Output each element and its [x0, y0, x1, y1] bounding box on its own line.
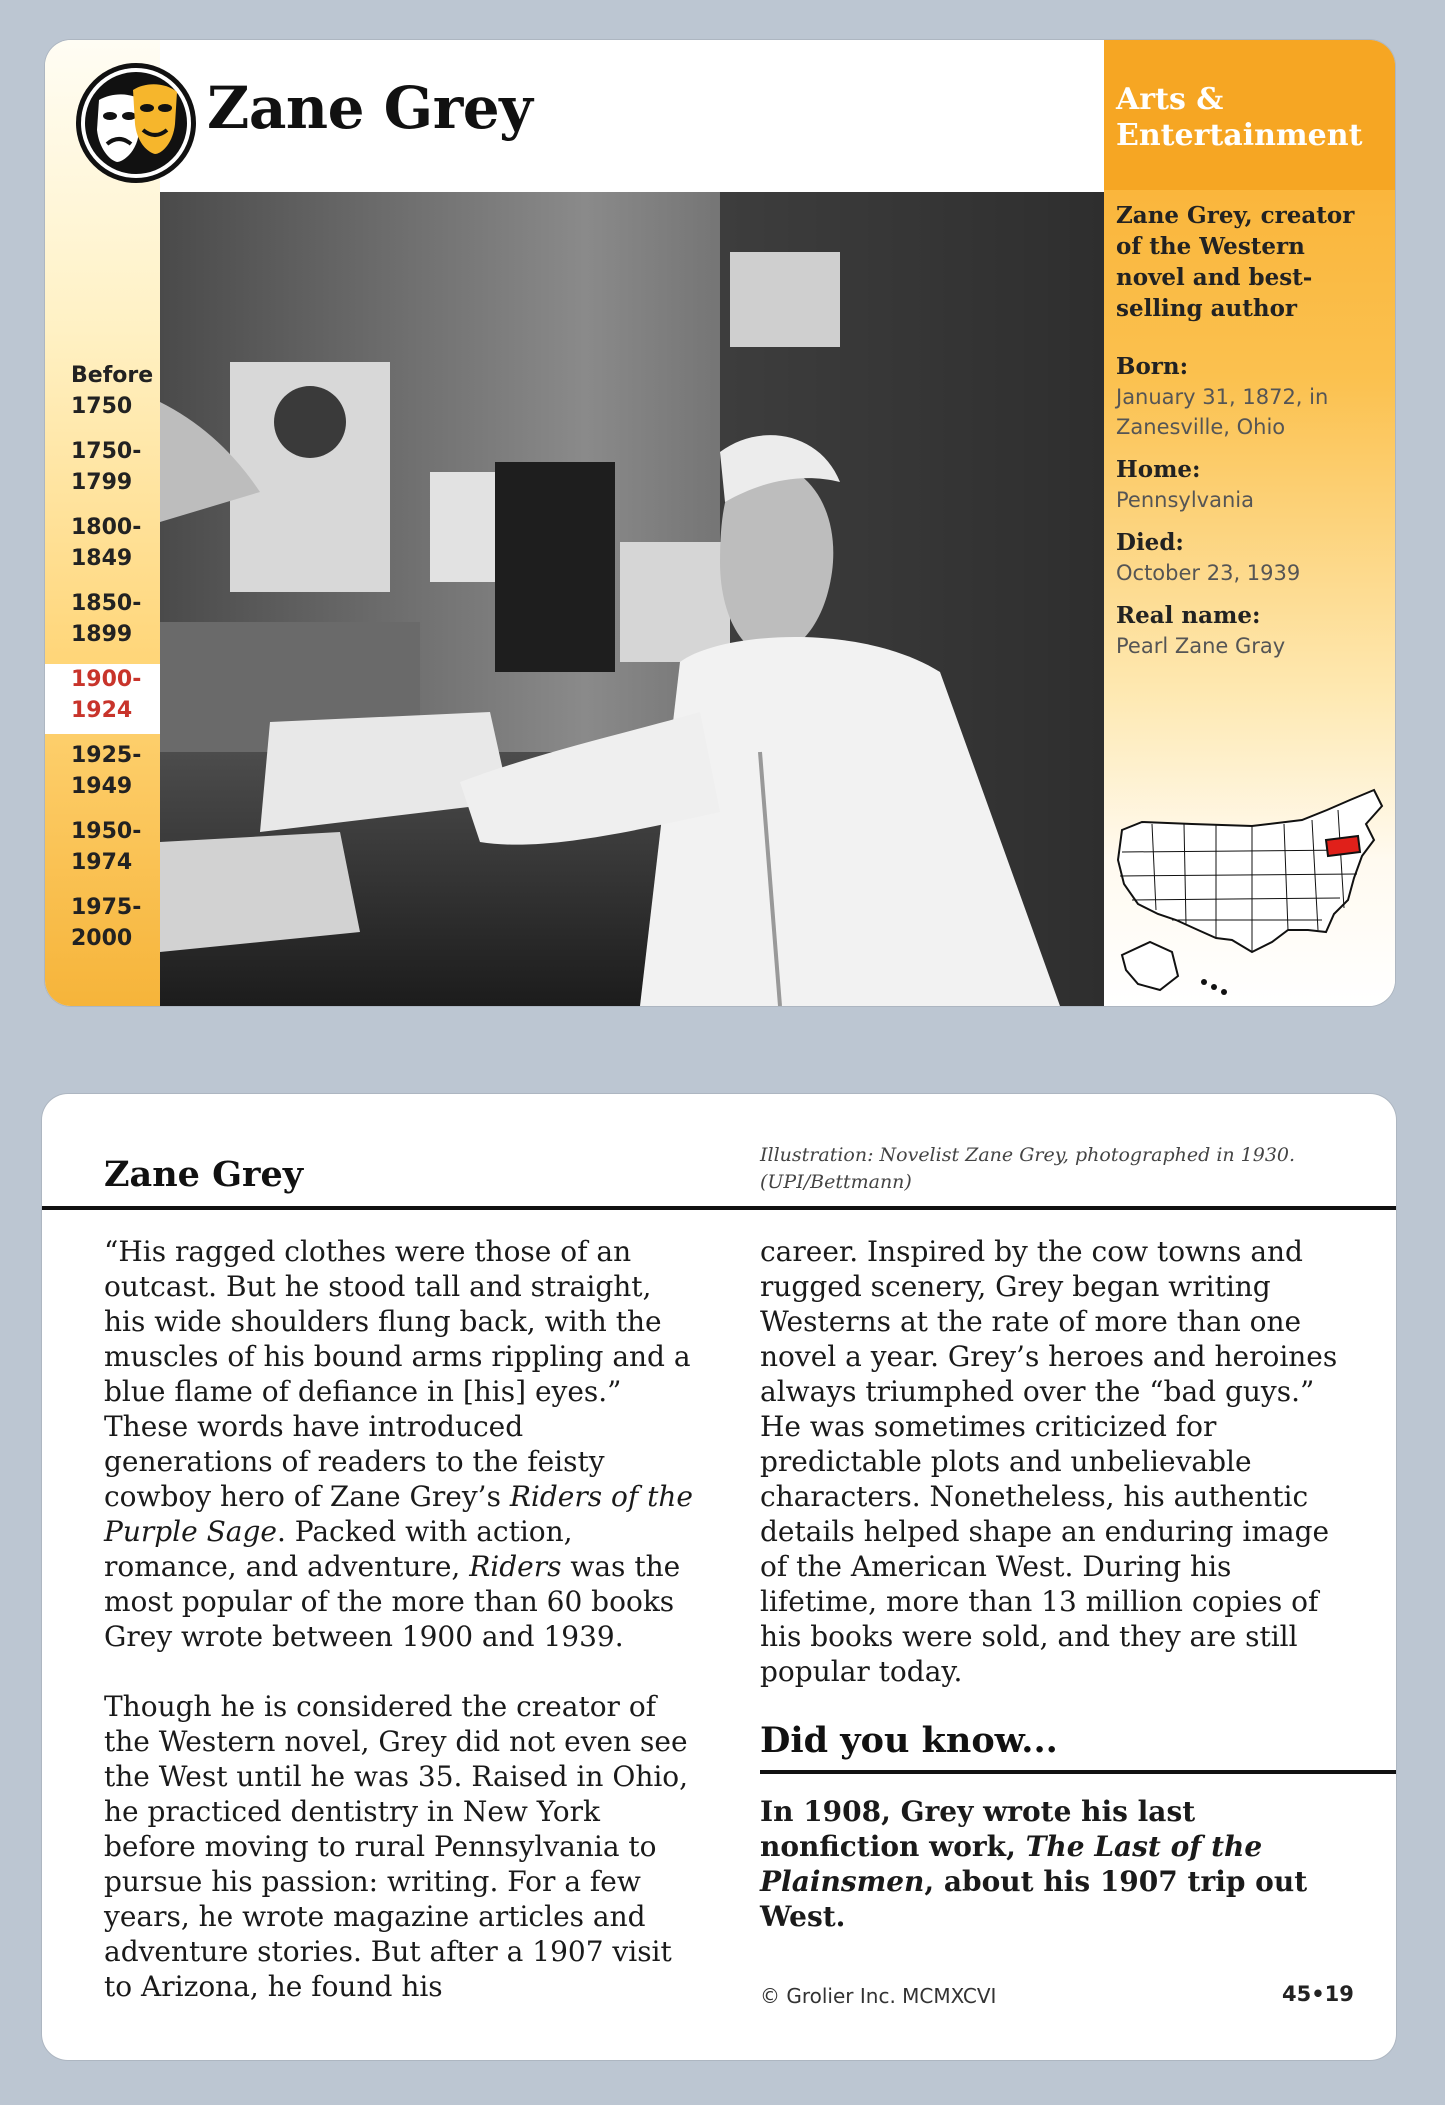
did-you-know-text: In 1908, Grey wrote his last nonfiction work, The Last of the Plainsmen, about his 1907 trip out West. [760, 1795, 1308, 1933]
facts-list [1116, 352, 1386, 674]
card-back [42, 1094, 1396, 2060]
card-number: 45•19 [1282, 1982, 1354, 2006]
front-title-bar [45, 40, 1104, 190]
category-header [1104, 40, 1395, 190]
did-you-know-heading: Did you know... [760, 1720, 1058, 1761]
front-title: Zane Grey [207, 74, 533, 142]
us-map-icon [1112, 780, 1395, 1006]
summary-text: Zane Grey, creator of the Western novel and best-selling author [1116, 202, 1355, 322]
category-label: Arts & Entertainment [1116, 82, 1363, 153]
header-rule [42, 1206, 1396, 1210]
photo-caption: Illustration: Novelist Zane Grey, photographed in 1930. (UPI/Bettmann) [760, 1144, 1296, 1193]
fact-died: Died: October 23, 1939 [1116, 529, 1301, 585]
paragraph-1: “His ragged clothes were those of an outcast. But he stood tall and straight, his wide shoulders flung back, with the muscles of his bound arms rippling and a blue flame of defiance in [his] eyes.” These words have introduced generations of readers to the feisty cowboy hero of Zane Grey’s Riders of the Purple Sage. Packed with action, romance, and adventure, Riders was the most popular of the more than 60 books Grey wrote between 1900 and 1939. [104, 1235, 694, 1653]
text-column-left [104, 1234, 694, 2004]
fact-born: Born: January 31, 1872, in Zanesville, Ohio [1116, 353, 1329, 439]
paragraph-2: Though he is considered the creator of the Western novel, Grey did not even see the West until he was 35. Raised in Ohio, he practiced dentistry in New York before moving to rural Pennsylvania to pursue his passion: writing. For a few years, he wrote magazine articles and adventure stories. But after a 1907 visit to Arizona, he found his [104, 1690, 689, 2003]
era-1750-1799: 1750- 1799 [71, 439, 142, 495]
info-sidebar [1104, 40, 1395, 1006]
fact-real-name: Real name: Pearl Zane Gray [1116, 602, 1286, 658]
era-1850-1899: 1850- 1899 [71, 591, 142, 647]
card-front [45, 40, 1395, 1006]
era-before-1750: Before 1750 [71, 363, 154, 419]
fact-home: Home: Pennsylvania [1116, 456, 1254, 512]
copyright: © Grolier Inc. MCMXCVI [760, 1984, 997, 2008]
paragraph-3: career. Inspired by the cow towns and rugged scenery, Grey began writing Westerns at the rate of more than one novel a year. Grey’s heroes and heroines always triumphed over the “bad guys.” He was sometimes criticized for predictable plots and unbelievable characters. Nonetheless, his authentic details helped shape an enduring image of the American West. During his lifetime, more than 13 million copies of his books were sold, and they are still popular today. [760, 1235, 1338, 1688]
portrait-photo [160, 192, 1104, 1006]
back-title: Zane Grey [104, 1154, 304, 1195]
era-1950-1974: 1950- 1974 [71, 819, 142, 875]
era-1925-1949: 1925- 1949 [71, 743, 142, 799]
era-1975-2000: 1975- 2000 [71, 895, 142, 951]
era-1900-1924-active: 1900- 1924 [45, 664, 160, 734]
did-you-know-rule [760, 1770, 1396, 1774]
text-column-right [760, 1234, 1350, 1689]
era-1800-1849: 1800- 1849 [71, 515, 142, 571]
theater-masks-icon [73, 60, 199, 186]
